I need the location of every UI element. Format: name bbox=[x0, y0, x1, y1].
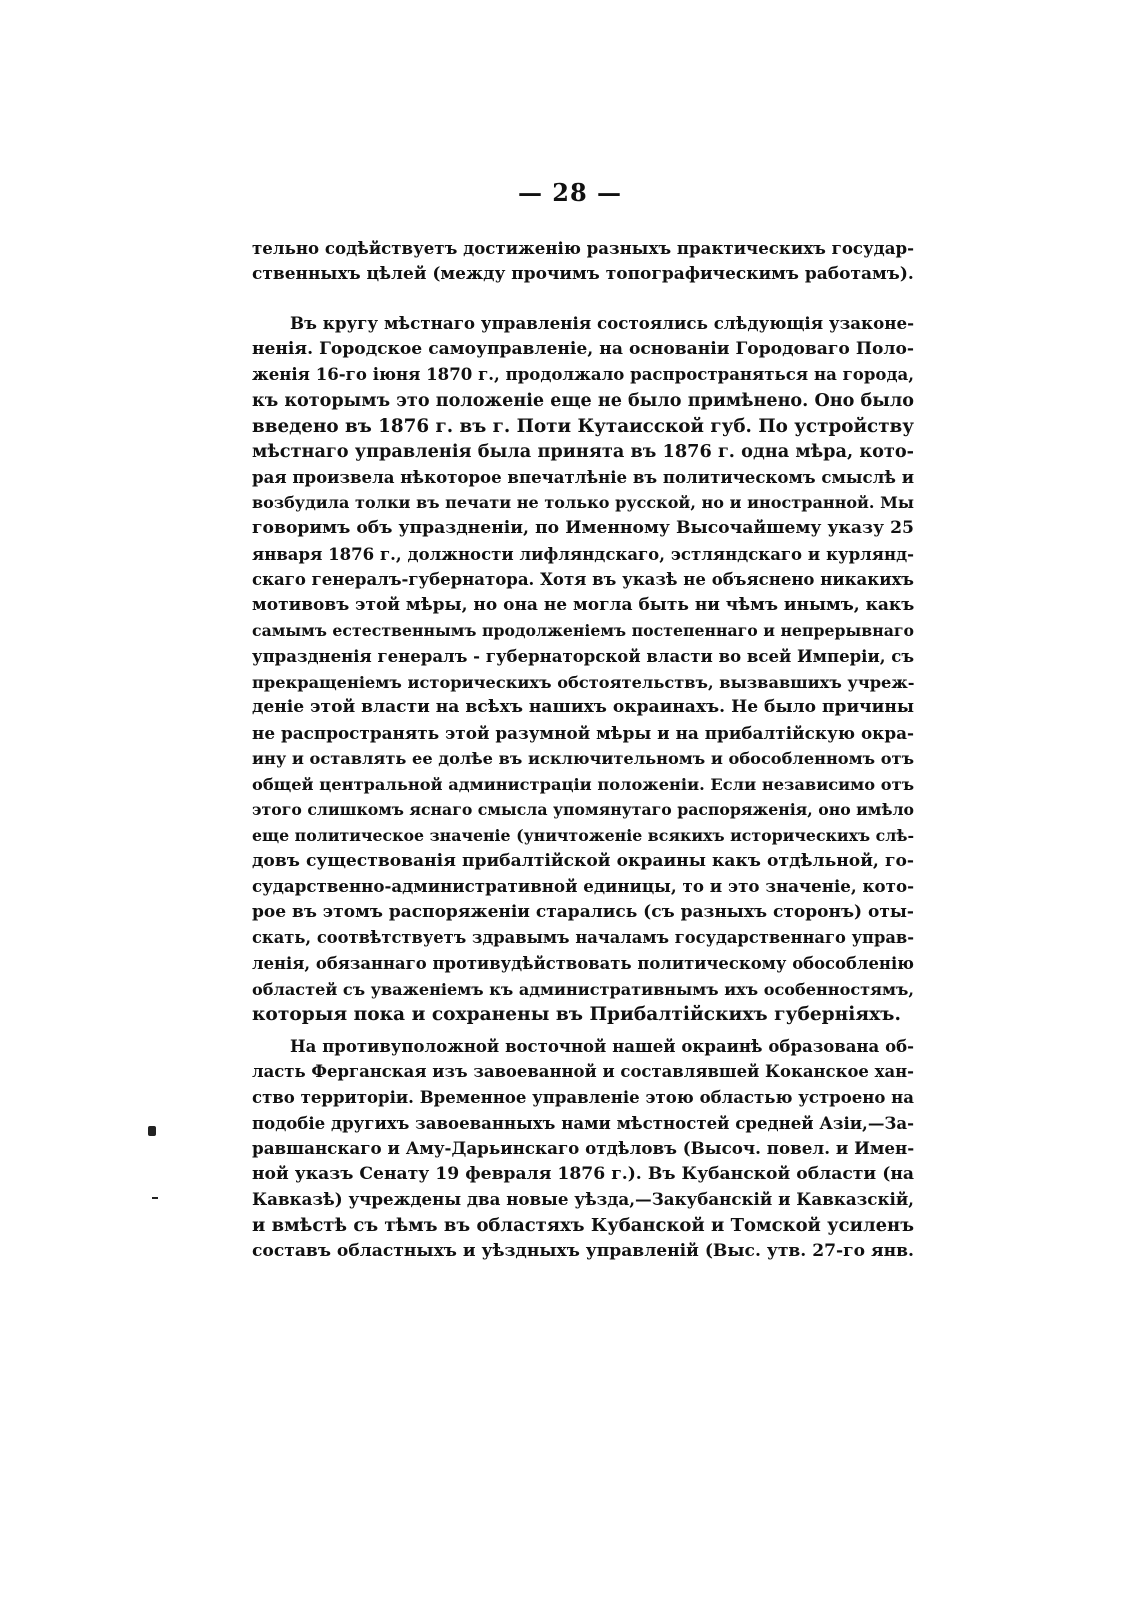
text-line: мѣстнаго управленія была принята въ 1876 г. одна мѣра, кото- bbox=[252, 441, 914, 463]
text-line: областей съ уваженіемъ къ административнымъ ихъ особенностямъ, bbox=[252, 979, 914, 999]
text-line: которыя пока и сохранены въ Прибалтійскихъ губерніяхъ. bbox=[252, 1004, 901, 1026]
text-line: введено въ 1876 г. въ г. Поти Кутаисской губ. По устройству bbox=[252, 415, 914, 437]
text-line: Въ кругу мѣстнаго управленія состоялись слѣдующія узаконе- bbox=[290, 313, 914, 334]
text-line: прекращеніемъ историческихъ обстоятельствъ, вызвавшихъ учреж- bbox=[252, 672, 915, 692]
text-line: къ которымъ это положеніе еще не было примѣнено. Оно было bbox=[252, 389, 914, 411]
text-line: января 1876 г., должности лифляндскаго, эстляндскаго и курлянд- bbox=[252, 543, 914, 564]
page-number: — 28 — bbox=[517, 178, 623, 207]
text-line: Кавказѣ) учреждены два новые уѣзда,—Закубанскій и Кавказскій, bbox=[252, 1189, 914, 1210]
text-line: женія 16-го іюня 1870 г., продолжало распространяться на города, bbox=[252, 364, 914, 385]
text-line: ину и оставлять ее долѣе въ исключительномъ и обособленномъ отъ bbox=[252, 749, 914, 769]
text-line: составъ областныхъ и уѣздныхъ управленій (Выс. утв. 27-го янв. bbox=[252, 1240, 914, 1261]
text-line: ленія, обязаннаго противудѣйствовать политическому обособленію bbox=[252, 954, 914, 974]
text-line: скать, соотвѣтствуетъ здравымъ началамъ государственнаго управ- bbox=[252, 928, 914, 948]
scan-speck-mark bbox=[152, 1197, 158, 1199]
body-text bbox=[252, 236, 914, 1264]
text-line: подобіе другихъ завоеванныхъ нами мѣстностей средней Азіи,—За- bbox=[252, 1112, 914, 1133]
text-line: самымъ естественнымъ продолженіемъ постепеннаго и непрерывнаго bbox=[252, 621, 914, 641]
text-line: деніе этой власти на всѣхъ нашихъ окраинахъ. Не было причины bbox=[252, 697, 914, 718]
paragraph bbox=[252, 311, 914, 1028]
text-line: рое въ этомъ распоряженіи старались (съ разныхъ сторонъ) оты- bbox=[252, 901, 914, 922]
text-line: ственныхъ цѣлей (между прочимъ топографическимъ работамъ). bbox=[252, 263, 914, 284]
text-line: еще политическое значеніе (уничтоженіе всякихъ историческихъ слѣ- bbox=[252, 826, 914, 846]
text-line: возбудила толки въ печати не только русской, но и иностранной. Мы bbox=[252, 493, 914, 513]
text-line: сударственно-административной единицы, то и это значеніе, кото- bbox=[252, 876, 914, 897]
text-line: ласть Ферганская изъ завоеванной и составлявшей Коканское хан- bbox=[252, 1062, 914, 1082]
text-line: довъ существованія прибалтійской окраины какъ отдѣльной, го- bbox=[252, 850, 914, 871]
paragraph bbox=[252, 236, 914, 287]
text-line: не распространять этой разумной мѣры и на прибалтійскую окра- bbox=[252, 722, 914, 743]
text-line: тельно содѣйствуетъ достиженію разныхъ практическихъ государ- bbox=[252, 238, 914, 258]
text-line: этого слишкомъ яснаго смысла упомянутаго распоряженія, оно имѣло bbox=[252, 800, 914, 820]
text-line: ненія. Городское самоуправленіе, на основаніи Городоваго Поло- bbox=[252, 338, 914, 359]
text-line: и вмѣстѣ съ тѣмъ въ областяхъ Кубанской и Томской усиленъ bbox=[252, 1214, 914, 1236]
text-line: равшанскаго и Аму-Дарьинскаго отдѣловъ (Высоч. повел. и Имен- bbox=[252, 1138, 915, 1159]
paragraph-gap bbox=[252, 287, 914, 311]
text-line: говоримъ объ упраздненіи, по Именному Высочайшему указу 25 bbox=[252, 517, 914, 538]
text-line: На противуположной восточной нашей окраинѣ образована об- bbox=[290, 1035, 914, 1056]
text-line: рая произвела нѣкоторое впечатлѣніе въ политическомъ смыслѣ и bbox=[252, 466, 914, 487]
paragraph bbox=[252, 1034, 914, 1264]
text-line: упраздненія генералъ - губернаторской власти во всей Имперіи, съ bbox=[252, 645, 914, 666]
text-line: мотивовъ этой мѣры, но она не могла быть ни чѣмъ инымъ, какъ bbox=[252, 594, 915, 615]
text-line: ство территоріи. Временное управленіе этою областью устроено на bbox=[252, 1087, 914, 1107]
text-line: общей центральной администраціи положеніи. Если независимо отъ bbox=[252, 774, 915, 794]
text-line: скаго генералъ-губернатора. Хотя въ указѣ не объяснено никакихъ bbox=[252, 569, 914, 590]
text-line: ной указъ Сенату 19 февраля 1876 г.). Въ Кубанской области (на bbox=[252, 1163, 914, 1184]
scan-speck-mark bbox=[148, 1126, 156, 1136]
